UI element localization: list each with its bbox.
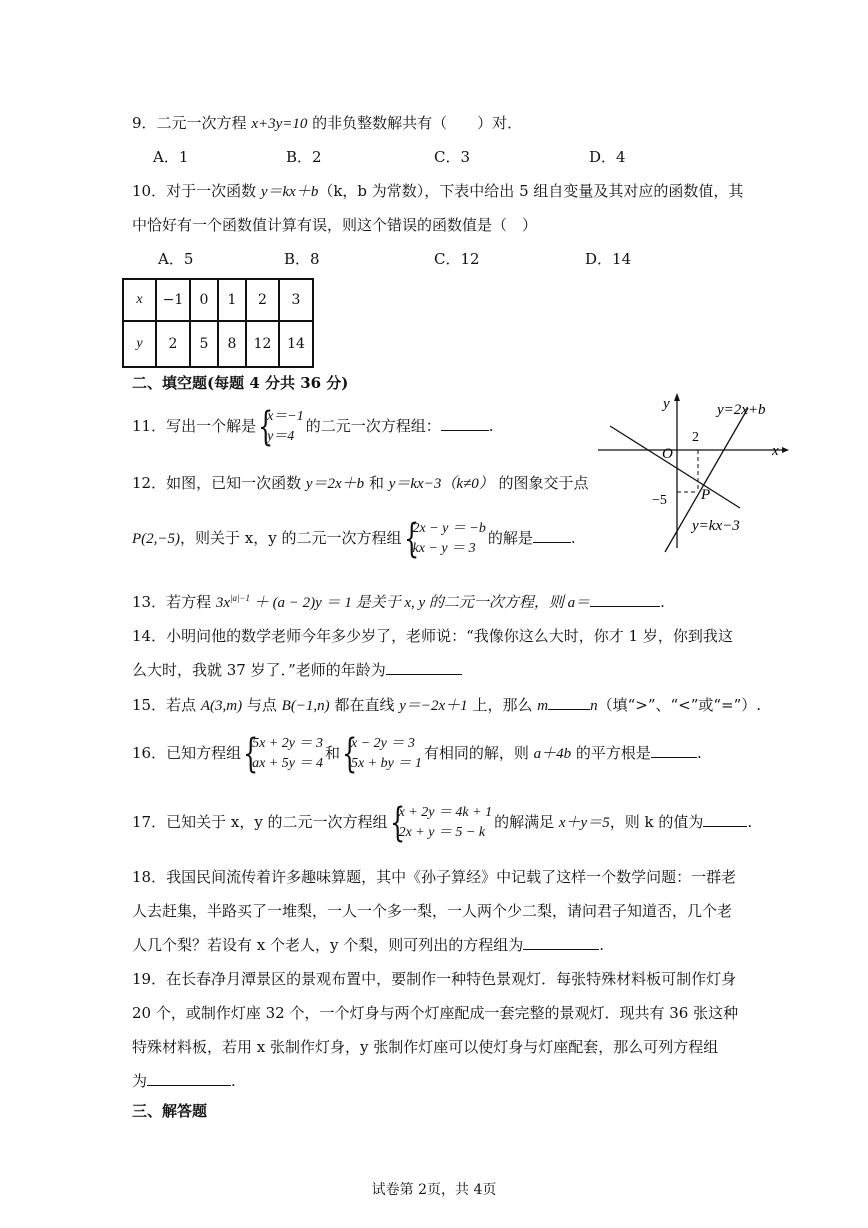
q15-text-e: （填“>”、“<”或“=”）.	[597, 696, 762, 714]
line1-label: y=2x+b	[717, 402, 766, 418]
q15-m: m	[537, 698, 549, 714]
q10-option-d: D．14	[585, 250, 632, 268]
table-cell: 5	[190, 321, 218, 367]
q9-option-b: B．2	[286, 148, 322, 166]
q15-line-eq: y＝−2x＋1	[399, 698, 468, 714]
y-axis-label: y	[663, 396, 670, 412]
table-cell: 2	[156, 321, 190, 367]
q12-and: 和	[364, 474, 389, 492]
q11-text: 11．写出一个解是	[132, 417, 257, 435]
q12-text-b: 的图象交于点	[493, 474, 589, 492]
q15-text-c: 都在直线	[329, 696, 400, 714]
q9-option-c: C．3	[434, 148, 471, 166]
q12-row2: kx − y ＝ 3	[412, 541, 476, 556]
table-cell: 0	[190, 279, 218, 321]
question-15	[132, 695, 761, 716]
q10-text-end: （k，b 为常数），下表中给出 5 组自变量及其对应的函数值，其	[318, 182, 744, 200]
origin-label: O	[662, 446, 673, 462]
q11-row2: y＝4	[267, 429, 295, 444]
answer-blank-19[interactable]	[147, 1071, 231, 1086]
answer-blank-13[interactable]	[590, 592, 660, 607]
table-cell: 12	[246, 321, 279, 367]
q12-line2: P(2,−5)，则关于 x，y 的二元一次方程组 { 2x − y ＝ −b kx − y ＝ 3 的解是 .	[132, 516, 576, 562]
q15-n: n	[590, 698, 598, 714]
q13-term: 3x	[215, 595, 231, 611]
q13-text: 13．若方程	[132, 593, 216, 611]
q14-text: 么大时，我就 37 岁了．”老师的年龄为	[132, 661, 386, 679]
q10-function: y＝kx＋b	[260, 184, 319, 200]
q12-row1: 2x − y ＝ −b	[412, 521, 486, 536]
q19-line1: 19．在长春净月潭景区的景观布置中，要制作一种特色景观灯．每张特殊材料板可制作灯身	[132, 970, 737, 988]
q19-line2: 20 个，或制作灯座 32 个，一个灯身与两个灯座配成一套完整的景观灯．现共有 36 张这种	[132, 1004, 739, 1022]
tick-label-2: 2	[692, 430, 699, 445]
point-p-label: P	[701, 487, 711, 503]
q11-row1: x＝−1	[267, 409, 304, 424]
q16-text-c: 的平方根是	[571, 744, 651, 762]
line2-label: y=kx−3	[692, 518, 740, 534]
q17-row2: 2x + y ＝ 5 − k	[398, 825, 486, 840]
q10-option-c: C．12	[434, 250, 480, 268]
question-12	[132, 473, 589, 494]
q16-s1-row1: 5x + 2y ＝ 3	[252, 736, 323, 751]
q16-text: 16．已知方程组	[132, 744, 242, 762]
table-cell: 3	[279, 279, 313, 321]
table-header-x: x	[123, 279, 156, 321]
table-header-y: y	[123, 321, 156, 367]
q16-expression: a＋4b	[533, 746, 572, 762]
q10-text: 10．对于一次函数	[132, 182, 261, 200]
q17-text: 17．已知关于 x，y 的二元一次方程组	[132, 813, 388, 831]
q9-equation: x+3y=10	[251, 116, 308, 132]
q17-condition: x＋y＝5	[558, 815, 610, 831]
q12-function-2: y＝kx−3（k≠0）	[388, 476, 494, 492]
q16-and: 和	[324, 744, 340, 762]
q12-function-1: y＝2x＋b	[305, 476, 365, 492]
x-axis-arrow-icon	[782, 447, 789, 453]
answer-blank-18[interactable]	[523, 935, 599, 950]
section-3-heading: 三、解答题	[132, 1102, 208, 1120]
q19-text: 为	[132, 1072, 148, 1090]
q18-text: 人几个梨？若设有 x 个老人，y 个梨，则可列出的方程组为	[132, 936, 524, 954]
table-cell: 1	[218, 279, 246, 321]
q16-s2-row1: x − 2y ＝ 3	[350, 736, 415, 751]
q9-option-d: D．4	[589, 148, 626, 166]
question-11: 11．写出一个解是 { x＝−1 y＝4 的二元一次方程组： .	[132, 404, 494, 450]
q17-row1: x + 2y ＝ 4k + 1	[398, 805, 493, 820]
answer-blank-12[interactable]	[533, 528, 571, 543]
q15-point-a: A(3,m)	[200, 698, 243, 714]
x-axis-label: x	[772, 443, 779, 459]
q17-system: { x + 2y ＝ 4k + 1 2x + y ＝ 5 − k	[389, 800, 493, 846]
q18-line1: 18．我国民间流传着许多趣味算题，其中《孙子算经》中记载了这样一个数学问题：一群老	[132, 868, 737, 886]
q9-text-end: 的非负整数解共有（ ）对．	[307, 114, 523, 132]
question-10	[132, 181, 743, 202]
q16-system-1: { 5x + 2y ＝ 3 ax + 5y ＝ 4	[243, 731, 323, 777]
q16-s1-row2: ax + 5y ＝ 4	[252, 756, 323, 771]
q17-text-b: 的解满足	[494, 813, 559, 831]
q13-variable: a＝	[567, 595, 591, 611]
table-row-y	[123, 321, 313, 367]
question-16: 16．已知方程组 { 5x + 2y ＝ 3 ax + 5y ＝ 4 和 { x − 2y ＝ 3 5x + by ＝ 1 有相同的解，则 a＋4b 的平方根是 .	[132, 731, 702, 777]
table-row-x	[123, 279, 313, 321]
q12-text: 12．如图，已知一次函数	[132, 474, 306, 492]
q11-text-end: 的二元一次方程组：	[305, 417, 441, 435]
value-table	[122, 278, 314, 368]
section-2-heading: 二、填空题(每题 4 分共 36 分)	[132, 374, 349, 392]
y-axis-arrow-icon	[674, 393, 680, 401]
q10-option-a: A．5	[158, 250, 194, 268]
question-9	[132, 113, 522, 134]
q10-option-b: B．8	[284, 250, 320, 268]
q16-system-2: { x − 2y ＝ 3 5x + by ＝ 1	[341, 731, 422, 777]
q19-line4: 为 .	[132, 1072, 236, 1090]
q18-line3: 人几个梨？若设有 x 个老人，y 个梨，则可列出的方程组为 .	[132, 936, 605, 954]
q16-s2-row2: 5x + by ＝ 1	[350, 756, 422, 771]
answer-blank-17[interactable]	[703, 812, 747, 827]
q15-text-d: 上，那么	[467, 696, 538, 714]
answer-blank-16[interactable]	[651, 743, 697, 758]
q9-text: 9．二元一次方程	[132, 114, 252, 132]
page-footer: 试卷第 2页，共 4页	[371, 1182, 497, 1198]
question-13: 13．若方程 $3x^{|a|-1} + (a - 2)y = 1$ 是关于 x, y 的二元一次方程，则 a＝ .	[132, 593, 665, 611]
q11-system: { x＝−1 y＝4	[258, 404, 304, 450]
q14-line1: 14．小明问他的数学老师今年多少岁了，老师说：“我像你这么大时，你才 1 岁，你到我这	[132, 627, 733, 645]
q13-exponent: |a|−1	[230, 593, 251, 603]
answer-blank-15[interactable]	[548, 695, 590, 710]
q18-line2: 人去赶集，半路买了一堆梨，一人一个多一梨，一人两个少二梨，请问君子知道否，几个老	[132, 902, 733, 920]
table-cell: 14	[279, 321, 313, 367]
q12-system: { 2x − y ＝ −b kx − y ＝ 3	[403, 516, 486, 562]
q12-point: P(2,−5)	[132, 531, 181, 547]
q15-text: 15．若点	[132, 696, 201, 714]
table-cell: 8	[218, 321, 246, 367]
table-cell: −1	[156, 279, 190, 321]
q15-text-b: 与点	[242, 696, 282, 714]
q17-text-c: ，则 k 的值为	[609, 813, 704, 831]
q15-point-b: B(−1,n)	[281, 698, 330, 714]
q12-text-e: 的解是	[487, 529, 533, 547]
q9-option-a: A．1	[153, 148, 189, 166]
q14-line2	[132, 660, 462, 680]
q16-text-b: 有相同的解，则	[423, 744, 534, 762]
line-y-kx-3	[610, 426, 740, 508]
q12-text-d: ，则关于 x，y 的二元一次方程组	[180, 529, 402, 547]
tick-label-minus5: −5	[652, 493, 667, 508]
function-graph	[590, 388, 790, 554]
table-cell: 2	[246, 279, 279, 321]
q13-text-b: ＋ (a − 2)y ＝ 1 是关于 x, y 的二元一次方程，则	[250, 595, 568, 611]
q19-line3: 特殊材料板，若用 x 张制作灯身，y 张制作灯座可以使灯身与灯座配套，那么可列方程组	[132, 1038, 719, 1056]
question-17: 17．已知关于 x，y 的二元一次方程组 { x + 2y ＝ 4k + 1 2x + y ＝ 5 − k 的解满足 x＋y＝5，则 k 的值为 .	[132, 800, 753, 846]
answer-blank-11[interactable]	[441, 416, 489, 431]
q10-line2: 中恰好有一个函数值计算有误，则这个错误的函数值是（ ）	[132, 216, 538, 234]
answer-blank-14[interactable]	[386, 660, 462, 675]
